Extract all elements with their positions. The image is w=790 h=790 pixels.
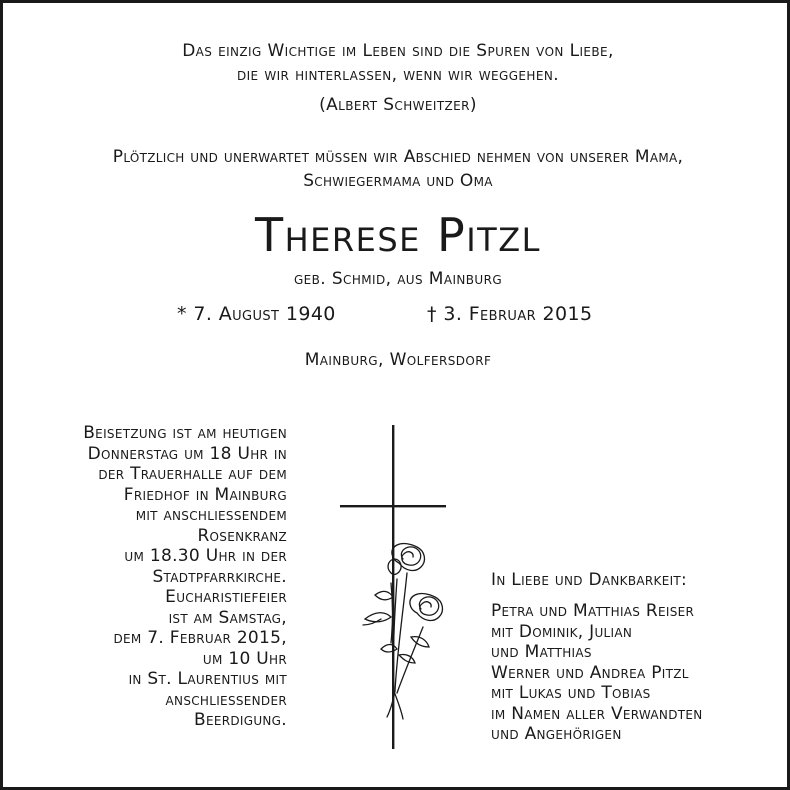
mourner-line: Petra und Matthias Reiser	[491, 601, 695, 621]
funeral-line: dem 7. Februar 2015,	[113, 628, 287, 648]
deceased-name: Therese Pitzl	[255, 208, 541, 262]
intro-line-2: Schwiegermama und Oma	[303, 171, 493, 191]
funeral-line: ist am Samstag,	[168, 607, 287, 628]
intro-line-1: Plötzlich und unerwartet müssen wir Abschied nehmen von unserer Mama,	[112, 147, 684, 167]
funeral-line: in St. Laurentius mit	[128, 669, 287, 689]
funeral-line: anschliessender	[165, 689, 287, 710]
funeral-line: um 10 Uhr	[202, 648, 287, 669]
mourner-line: Werner und Andrea Pitzl	[491, 662, 689, 683]
thanks-heading: In Liebe und Dankbarkeit:	[491, 570, 688, 590]
funeral-line: Rosenkranz	[197, 525, 287, 546]
mourner-line: mit Dominik, Julian	[491, 621, 633, 642]
funeral-line: Beerdigung.	[193, 710, 287, 730]
birth-name: geb. Schmid, aus Mainburg	[293, 269, 503, 289]
birth-date: * 7. August 1940	[177, 303, 336, 325]
mourner-line: mit Lukas und Tobias	[491, 683, 651, 703]
quote-author: (Albert Schweitzer)	[319, 95, 477, 115]
funeral-details	[83, 423, 287, 731]
funeral-line: um 18.30 Uhr in der	[124, 546, 287, 566]
funeral-line: Donnerstag um 18 Uhr in	[87, 443, 287, 464]
rose-bouquet-icon	[363, 544, 442, 719]
funeral-line: Beisetzung ist am heutigen	[83, 423, 287, 443]
death-date: † 3. Februar 2015	[427, 303, 593, 325]
funeral-line: Stadtpfarrkirche.	[152, 566, 287, 587]
funeral-line: Friedhof in Mainburg	[123, 484, 287, 505]
cross-with-roses	[333, 423, 453, 753]
funeral-line: Eucharistiefeier	[165, 587, 287, 607]
epigraph-quote	[3, 39, 790, 87]
quote-line-2: die wir hinterlassen, wenn wir weggehen.	[236, 65, 560, 85]
funeral-line: der Trauerhalle auf dem	[98, 464, 287, 484]
mourner-line: im Namen aller Verwandten	[491, 703, 703, 724]
mourner-line: und Angehörigen	[491, 724, 622, 744]
quote-line-1: Das einzig Wichtige im Leben sind die Spuren von Liebe,	[182, 41, 614, 61]
announcement-intro	[3, 145, 790, 193]
mourners-list	[491, 601, 703, 745]
residence-places: Mainburg, Wolfersdorf	[304, 350, 492, 370]
mourner-line: und Matthias	[491, 642, 592, 662]
funeral-line: mit anschliessendem	[135, 505, 287, 525]
